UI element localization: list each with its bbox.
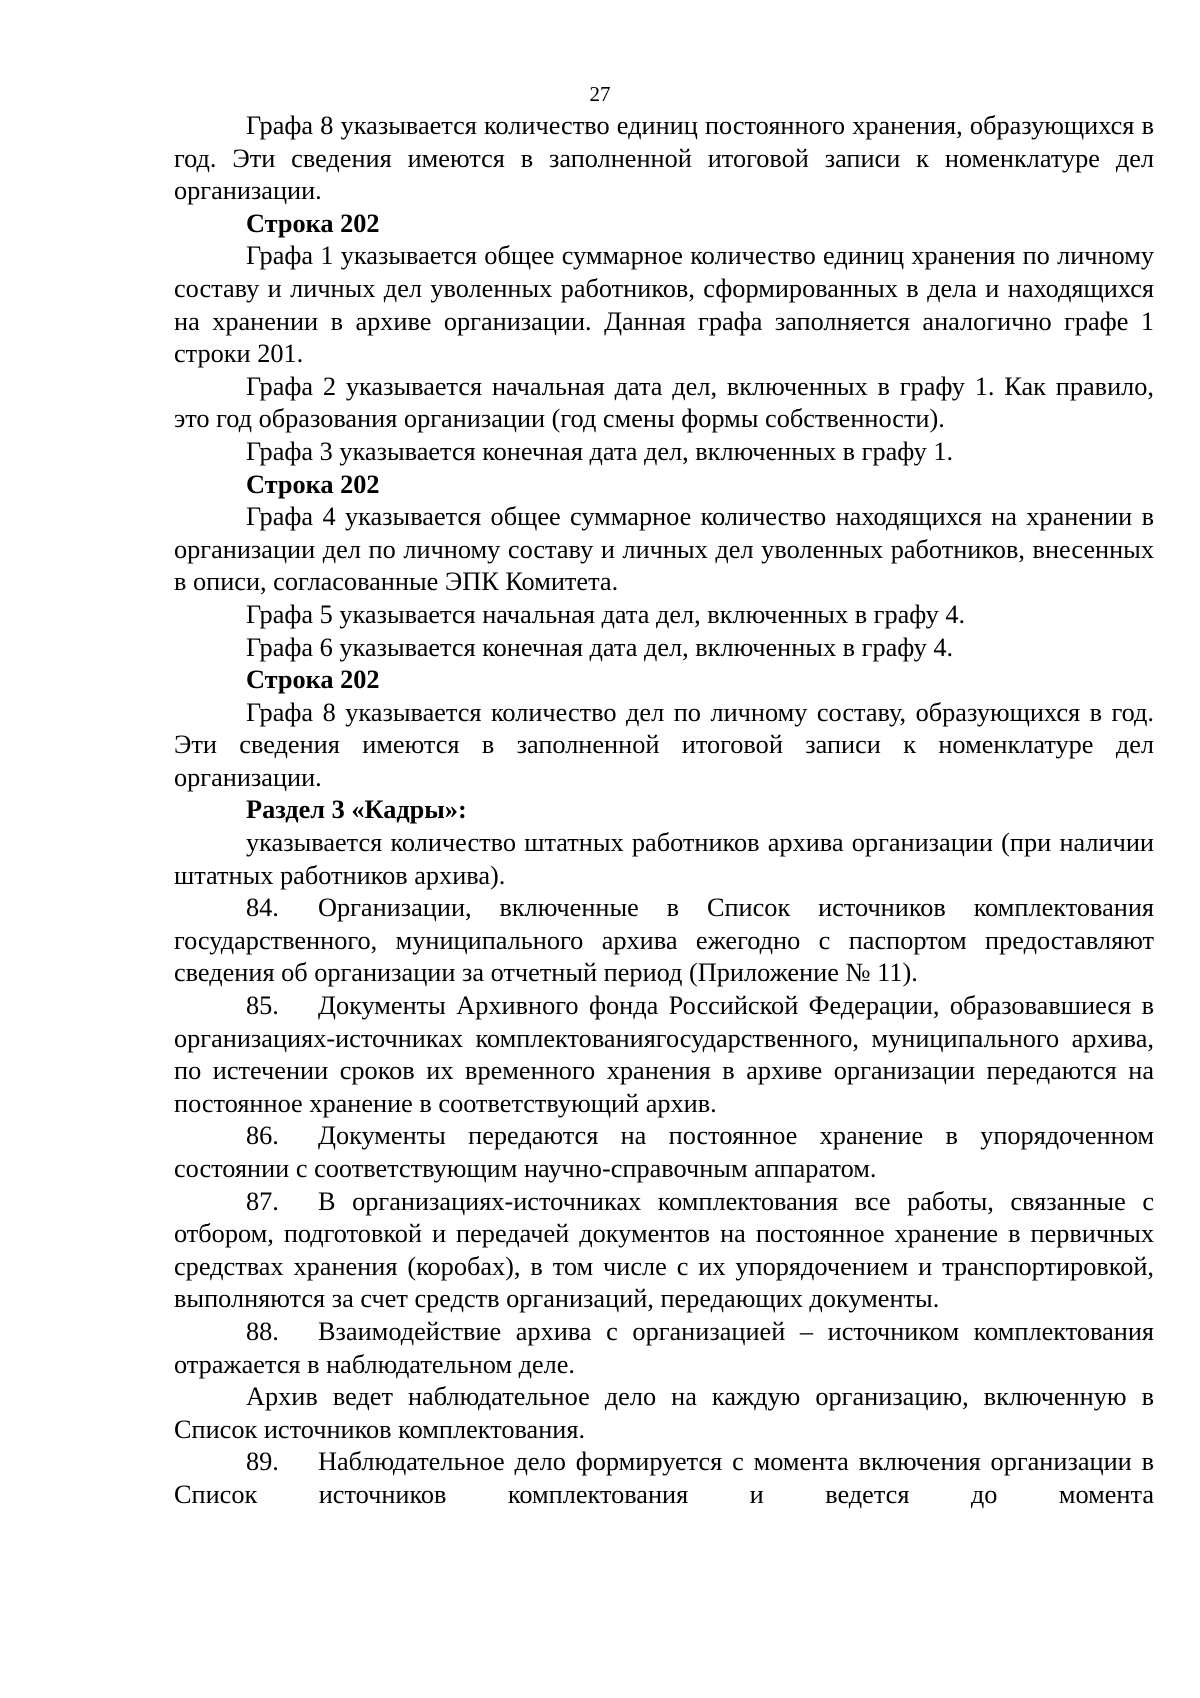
numbered-paragraph-85 <box>174 990 1154 1120</box>
paragraph-number-85: 85. <box>246 991 279 1021</box>
paragraph-text-85: Документы Архивного фонда Российской Федерации, образовавшиеся в организациях-источниках комплектованиягосударственного, муниципального архива, по истечении сроков их временного хранения в архиве организации передаются на постоянное хранение в соответствующий архив. <box>174 991 1154 1118</box>
paragraph-text-88: Взаимодействие архива с организацией – источником комплектования отражается в наблюдательном деле. <box>174 1316 1154 1379</box>
paragraph-grafa-8-personnel: Графа 8 указывается количество дел по личному составу, образующихся в год. Эти сведения имеются в заполненной итоговой записи к номенклатуре дел организации. <box>174 697 1154 792</box>
heading-stroka-202-b: Строка 202 <box>246 469 380 499</box>
paragraph-grafa-8-units: Графа 8 указывается количество единиц постоянного хранения, образующихся в год. Эти сведения имеются в заполненной итоговой записи к номенклатуре дел организации. <box>174 111 1154 206</box>
numbered-paragraph-86 <box>174 1120 1154 1185</box>
numbered-paragraph-88 <box>174 1316 1154 1381</box>
paragraph-grafa-3: Графа 3 указывается конечная дата дел, включенных в графу 1. <box>246 436 954 466</box>
paragraph-text-89: Наблюдательное дело формируется с момента включения организации в Список источников комплектования и ведется до момента <box>174 1447 1154 1509</box>
paragraph-number-86: 86. <box>246 1121 279 1151</box>
document-body <box>174 110 1154 1512</box>
numbered-paragraph-87 <box>174 1186 1154 1316</box>
page-number: 27 <box>589 82 611 106</box>
heading-stroka-202-c: Строка 202 <box>246 665 380 695</box>
paragraph-number-87: 87. <box>246 1186 279 1216</box>
paragraph-text-86: Документы передаются на постоянное хранение в упорядоченном состоянии с соответствующим научно-справочным аппаратом. <box>174 1121 1154 1183</box>
paragraph-observation-file: Архив ведет наблюдательное дело на каждую организацию, включенную в Список источников комплектования. <box>174 1382 1154 1444</box>
paragraph-grafa-4: Графа 4 указывается общее суммарное количество находящихся на хранении в организации дел по личному составу и личных дел уволенных работников, внесенных в описи, согласованные ЭПК Комитета. <box>174 502 1154 597</box>
paragraph-text-87: В организациях-источниках комплектования все работы, связанные с отбором, подготовкой и передачей документов на постоянное хранение в первичных средствах хранения (коробах), в том числе с их упорядочением и транспортировкой, выполняются за счет средств организаций, передающих документы. <box>174 1186 1154 1314</box>
heading-section-3: Раздел 3 «Кадры»: <box>246 795 467 825</box>
paragraph-grafa-1: Графа 1 указывается общее суммарное количество единиц хранения по личному составу и личных дел уволенных работников, сформированных в дела и находящихся на хранении в архиве организации. Данная графа заполняется аналогично графе 1 строки 201. <box>174 241 1154 369</box>
paragraph-grafa-2: Графа 2 указывается начальная дата дел, включенных в графу 1. Как правило, это год образования организации (год смены формы собственности). <box>174 371 1154 434</box>
paragraph-staff-count: указывается количество штатных работников архива организации (при наличии штатных работников архива). <box>174 828 1154 890</box>
paragraph-grafa-5: Графа 5 указывается начальная дата дел, включенных в графу 4. <box>246 599 966 629</box>
numbered-paragraph-84 <box>174 892 1154 990</box>
heading-stroka-202-a: Строка 202 <box>246 208 380 238</box>
paragraph-text-84: Организации, включенные в Список источников комплектования государственного, муниципального архива ежегодно с паспортом предоставляют сведения об организации за отчетный период (Приложение № 11). <box>174 893 1154 988</box>
paragraph-number-89: 89. <box>246 1447 279 1477</box>
paragraph-number-88: 88. <box>246 1316 279 1346</box>
paragraph-grafa-6: Графа 6 указывается конечная дата дел, включенных в графу 4. <box>246 632 954 662</box>
paragraph-number-84: 84. <box>246 893 279 923</box>
numbered-paragraph-89 <box>174 1446 1154 1511</box>
